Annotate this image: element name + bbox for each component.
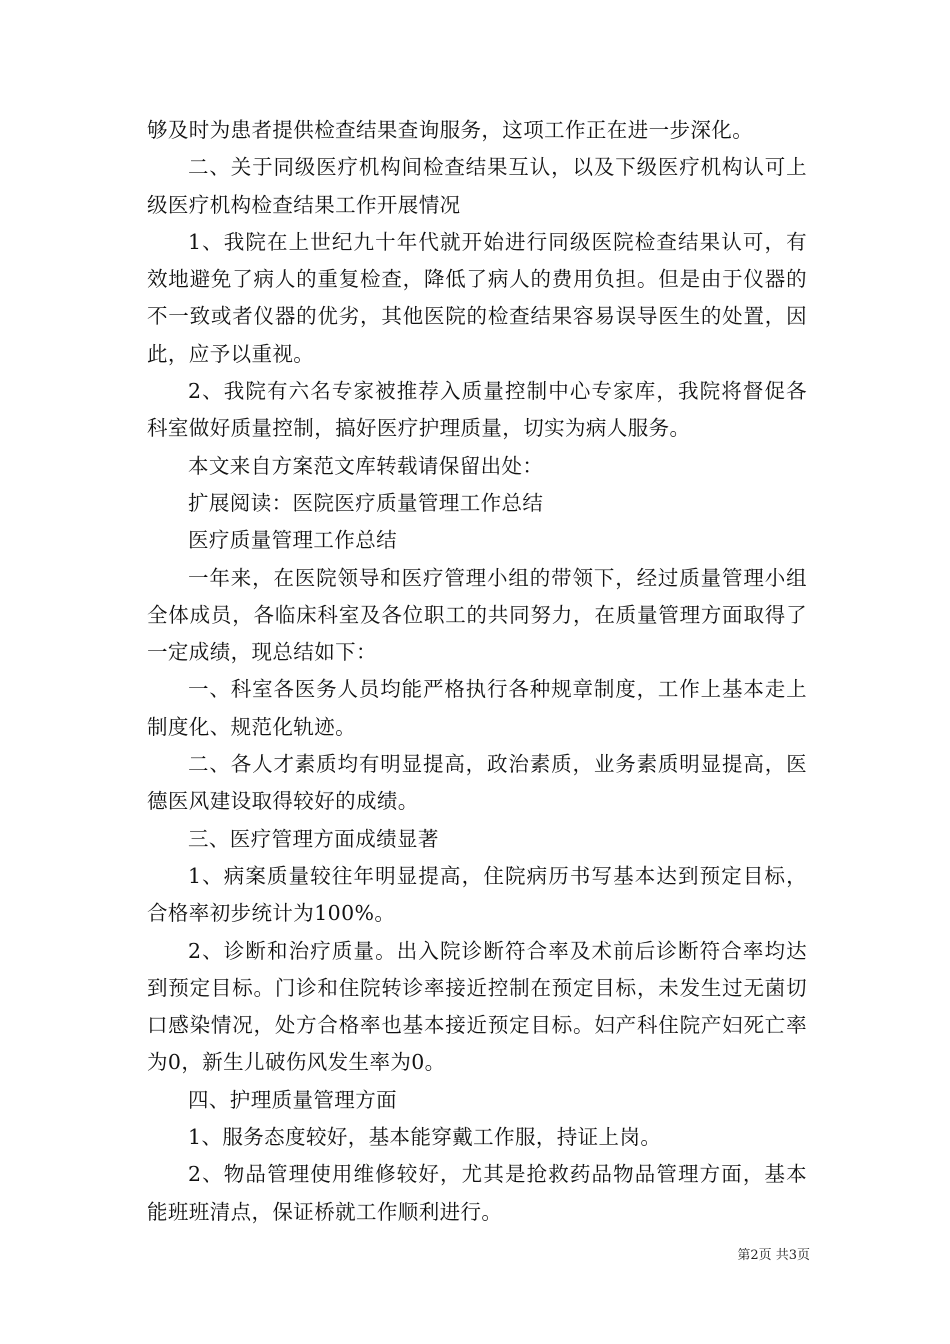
paragraph-extended-reading: 扩展阅读：医院医疗质量管理工作总结 — [188, 490, 544, 515]
paragraph-diagnosis-quality: 2、诊断和治疗质量。出入院诊断符合率及术前后诊断符合率均达到预定目标。门诊和住院转诊率接近控制在预定目标，未发生过无菌切口感染情况，处方合格率也基本接近预定目标。妇产科住院产妇死亡率为0，新生儿破伤风发生率为0。 — [147, 938, 807, 1075]
document-body — [147, 112, 807, 1231]
paragraph-article-title: 医疗质量管理工作总结 — [188, 528, 397, 553]
paragraph-source-note: 本文来自方案范文库转载请保留出处： — [188, 453, 544, 478]
paragraph-point-four-heading: 四、护理质量管理方面 — [188, 1087, 397, 1112]
paragraph-item-two: 2、我院有六名专家被推荐入质量控制中心专家库，我院将督促各科室做好质量控制，搞好医疗护理质量，切实为病人服务。 — [147, 379, 807, 441]
paragraph-point-one: 一、科室各医务人员均能严格执行各种规章制度，工作上基本走上制度化、规范化轨迹。 — [147, 677, 807, 739]
paragraph-item-one: 1、我院在上世纪九十年代就开始进行同级医院检查结果认可，有效地避免了病人的重复检查，降低了病人的费用负担。但是由于仪器的不一致或者仪器的优劣，其他医院的检查结果容易误导医生的处置，因此，应予以重视。 — [147, 229, 807, 366]
paragraph-continuation: 够及时为患者提供检查结果查询服务，这项工作正在进一步深化。 — [147, 118, 754, 142]
paragraph-medical-record-quality: 1、病案质量较往年明显提高，住院病历书写基本达到预定目标，合格率初步统计为100%。 — [147, 863, 807, 926]
paragraph-point-two: 二、各人才素质均有明显提高，政治素质，业务素质明显提高，医德医风建设取得较好的成绩。 — [147, 752, 807, 814]
page-number-footer: 第2页 共3页 — [737, 1248, 810, 1263]
paragraph-item-management: 2、物品管理使用维修较好，尤其是抢救药品物品管理方面，基本能班班清点，保证桥就工作顺利进行。 — [147, 1162, 807, 1224]
paragraph-point-three-heading: 三、医疗管理方面成绩显著 — [188, 826, 439, 851]
paragraph-section-two-heading: 二、关于同级医疗机构间检查结果互认，以及下级医疗机构认可上级医疗机构检查结果工作开展情况 — [147, 155, 807, 217]
paragraph-intro: 一年来，在医院领导和医疗管理小组的带领下，经过质量管理小组全体成员，各临床科室及各位职工的共同努力，在质量管理方面取得了一定成绩，现总结如下： — [147, 565, 807, 665]
paragraph-service-attitude: 1、服务态度较好，基本能穿戴工作服，持证上岗。 — [188, 1125, 662, 1150]
